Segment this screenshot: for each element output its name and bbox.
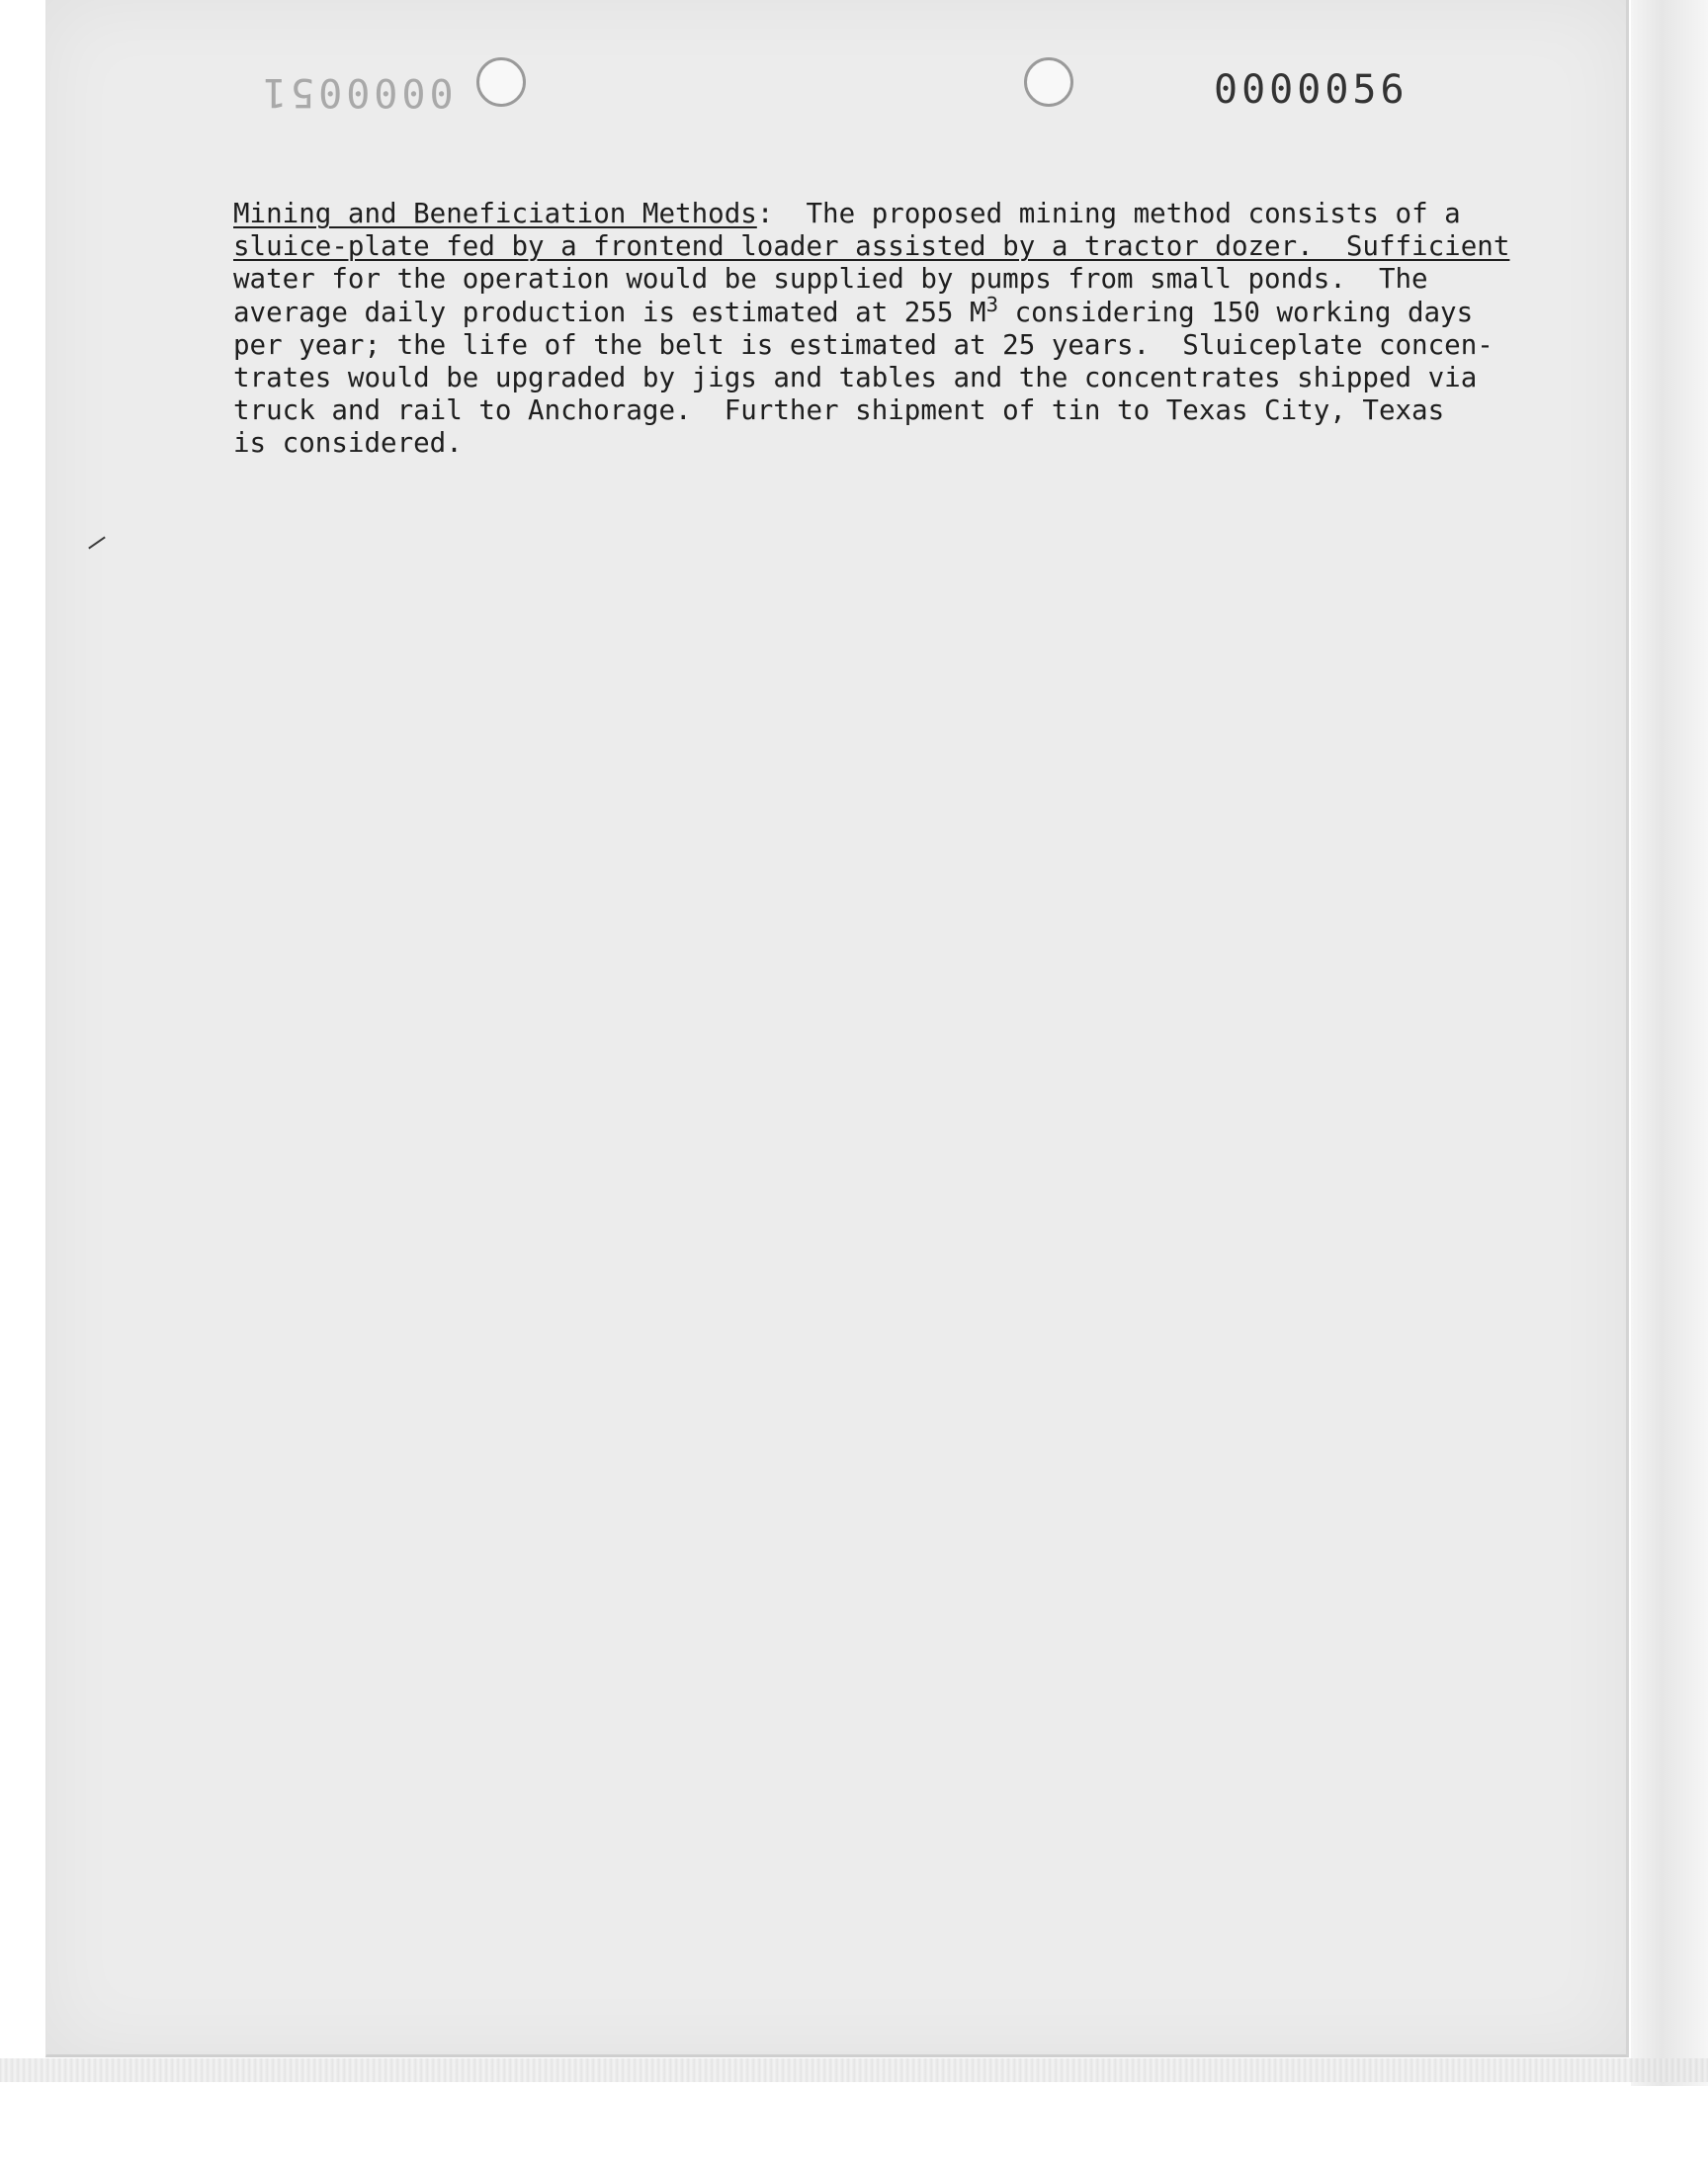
- section-heading: Mining and Beneficiation Methods: [233, 198, 757, 229]
- paragraph-line-7: truck and rail to Anchorage. Further shipment of tin to Texas City, Texas: [233, 394, 1445, 427]
- punch-hole-left: [476, 57, 526, 107]
- paragraph-line-6: trates would be upgraded by jigs and tables and the concentrates shipped via: [233, 362, 1478, 394]
- heading-colon: :: [756, 198, 774, 229]
- paragraph-line-1: The proposed mining method consists of a: [773, 198, 1461, 229]
- punch-hole-right: [1024, 57, 1073, 107]
- page-stamp-number: 0000056: [1214, 67, 1409, 113]
- paragraph-line-5: per year; the life of the belt is estimated at 25 years. Sluiceplate concen-: [233, 328, 1494, 361]
- paragraph-line-2: sluice-plate fed by a frontend loader assisted by a tractor dozer. Sufficient: [233, 230, 1510, 263]
- paragraph-line-8: is considered.: [233, 427, 463, 460]
- scan-edge-strip: [1631, 0, 1708, 2086]
- body-paragraph: [233, 198, 1538, 461]
- paragraph-line-4b: considering 150 working days: [998, 296, 1474, 328]
- paragraph-line-4a: average daily production is estimated at 255 M: [233, 296, 986, 328]
- bleed-through-stamp-number: 0000051: [259, 69, 454, 115]
- paragraph-line-3: water for the operation would be supplied by pumps from small ponds. The: [233, 263, 1428, 296]
- superscript-cubed: 3: [985, 292, 999, 316]
- scan-bottom-edge: [0, 2058, 1708, 2082]
